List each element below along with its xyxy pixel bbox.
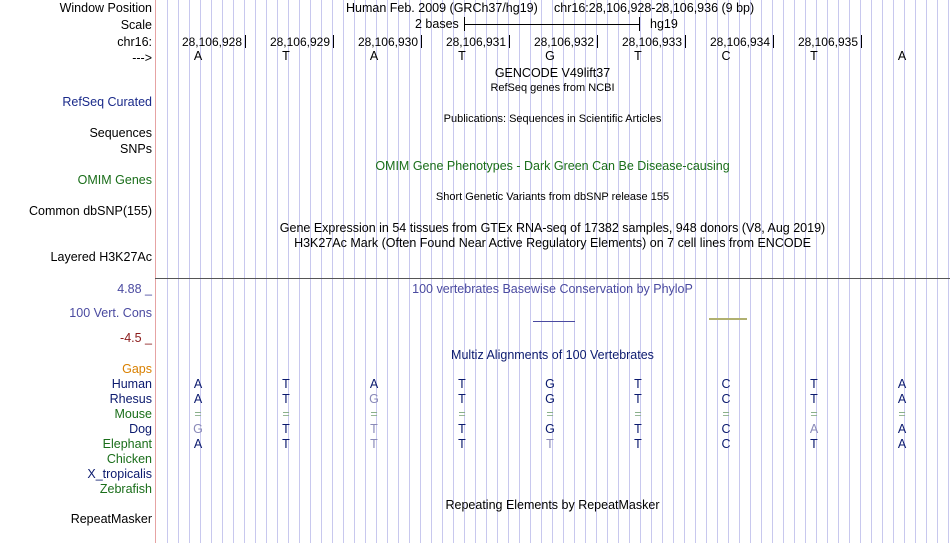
phylop-min-value: -4.5 _ [120,331,152,345]
alignment-base: A [369,377,379,391]
alignment-base: = [634,407,642,421]
alignment-base: G [545,422,555,436]
ruler-tick [685,35,686,48]
chrom-label: chr16: [117,35,152,49]
alignment-base: T [282,437,290,451]
ruler-tick [861,35,862,48]
base-letter: C [721,49,731,63]
phylop-track-title[interactable]: 100 vertebrates Basewise Conservation by PhyloP [412,282,693,296]
ruler-tick [245,35,246,48]
base-letter: A [193,49,203,63]
alignment-base: C [721,377,731,391]
alignment-base: A [193,377,203,391]
species-label[interactable]: Chicken [106,452,152,466]
dbsnp-track-title[interactable]: Short Genetic Variants from dbSNP release 155 [435,191,670,203]
phylop-mark-negative [533,321,575,322]
alignment-base: C [721,392,731,406]
alignment-base: A [897,377,907,391]
ruler-tick [333,35,334,48]
track-separator-line [155,278,950,279]
base-letter: T [458,49,466,63]
scale-label: Scale [120,18,152,32]
alignment-base: G [193,422,203,436]
alignment-base: = [370,407,378,421]
species-label[interactable]: Zebrafish [99,482,152,496]
assembly-title: Human Feb. 2009 (GRCh37/hg19) [346,1,538,15]
alignment-base: A [897,422,907,436]
gtex-track-title[interactable]: Gene Expression in 54 tissues from GTEx RNA-seq of 17382 samples, 948 donors (V8, Aug 2019) [279,221,826,235]
base-letter: G [545,49,555,63]
ruler-position-label: 28,106,932 [533,35,594,49]
track-label-dbsnp[interactable]: Common dbSNP(155) [29,204,152,218]
alignment-base: T [634,377,642,391]
alignment-base: T [810,437,818,451]
alignment-base: G [545,377,555,391]
scale-db: hg19 [650,17,678,31]
alignment-base: T [458,422,466,436]
omim-track-title[interactable]: OMIM Gene Phenotypes - Dark Green Can Be Disease-causing [375,159,730,173]
alignment-base: A [897,437,907,451]
ruler-position-label: 28,106,929 [269,35,330,49]
ruler-position-label: 28,106,935 [797,35,858,49]
alignment-base: G [545,392,555,406]
alignment-base: = [458,407,466,421]
base-letter: A [897,49,907,63]
alignment-base: T [546,437,554,451]
ruler-position-label: 28,106,930 [357,35,418,49]
multiz-track-title[interactable]: Multiz Alignments of 100 Vertebrates [451,348,654,362]
track-label-sequences[interactable]: Sequences [89,126,152,140]
alignment-base: A [897,392,907,406]
window-position-label: Window Position [59,1,152,15]
alignment-base: = [722,407,730,421]
alignment-base: G [369,392,379,406]
scale-bar [464,17,640,31]
species-label[interactable]: Rhesus [109,392,152,406]
base-letter: T [810,49,818,63]
alignment-base: T [370,422,378,436]
alignment-base: T [810,392,818,406]
alignment-base: A [809,422,819,436]
ruler-tick [597,35,598,48]
publications-track-title[interactable]: Publications: Sequences in Scientific Articles [443,113,662,125]
track-label-snps[interactable]: SNPs [120,142,152,156]
alignment-base: = [194,407,202,421]
phylop-max-value: 4.88 _ [117,282,152,296]
repeatmasker-track-title[interactable]: Repeating Elements by RepeatMasker [445,498,660,512]
alignment-base: T [458,437,466,451]
track-label-omim[interactable]: OMIM Genes [77,173,152,187]
track-label-refseq[interactable]: RefSeq Curated [62,95,152,109]
species-label[interactable]: Human [111,377,152,391]
species-label[interactable]: X_tropicalis [87,467,152,481]
track-label-h3k27ac[interactable]: Layered H3K27Ac [50,250,152,264]
ruler-position-label: 28,106,931 [445,35,506,49]
alignment-base: = [282,407,290,421]
species-label[interactable]: Elephant [102,437,152,451]
track-label-cons[interactable]: 100 Vert. Cons [69,306,152,320]
alignment-base: = [898,407,906,421]
alignment-base: T [634,392,642,406]
alignment-base: T [810,377,818,391]
alignment-base: T [634,437,642,451]
alignment-base: A [193,437,203,451]
base-letter: T [282,49,290,63]
h3k27ac-track-title[interactable]: H3K27Ac Mark (Often Found Near Active Regulatory Elements) on 7 cell lines from ENCODE [294,236,811,250]
ruler-tick [773,35,774,48]
gencode-track-title[interactable]: GENCODE V49lift37 [494,66,611,80]
refseq-track-desc: RefSeq genes from NCBI [490,82,615,94]
ruler-position-label: 28,106,933 [621,35,682,49]
track-label-gaps[interactable]: Gaps [122,362,152,376]
alignment-base: C [721,437,731,451]
species-label[interactable]: Mouse [114,407,152,421]
alignment-base: T [458,377,466,391]
ruler-tick [421,35,422,48]
alignment-base: C [721,422,731,436]
alignment-base: = [546,407,554,421]
strand-label[interactable]: ---> [132,51,152,65]
ruler-position-label: 28,106,928 [181,35,242,49]
species-label[interactable]: Dog [129,422,152,436]
alignment-base: T [282,392,290,406]
alignment-base: T [634,422,642,436]
position-readout: chr16:28,106,928-28,106,936 (9 bp) [554,1,755,15]
alignment-base: T [458,392,466,406]
alignment-base: T [282,377,290,391]
alignment-base: = [810,407,818,421]
ruler-position-label: 28,106,934 [709,35,770,49]
phylop-mark-positive [709,318,747,320]
ruler-tick [509,35,510,48]
base-letter: A [369,49,379,63]
alignment-base: T [282,422,290,436]
track-label-repeatmasker[interactable]: RepeatMasker [70,512,152,526]
base-letter: T [634,49,642,63]
alignment-base: T [370,437,378,451]
alignment-base: A [193,392,203,406]
scale-bar-text: 2 bases [415,17,459,31]
